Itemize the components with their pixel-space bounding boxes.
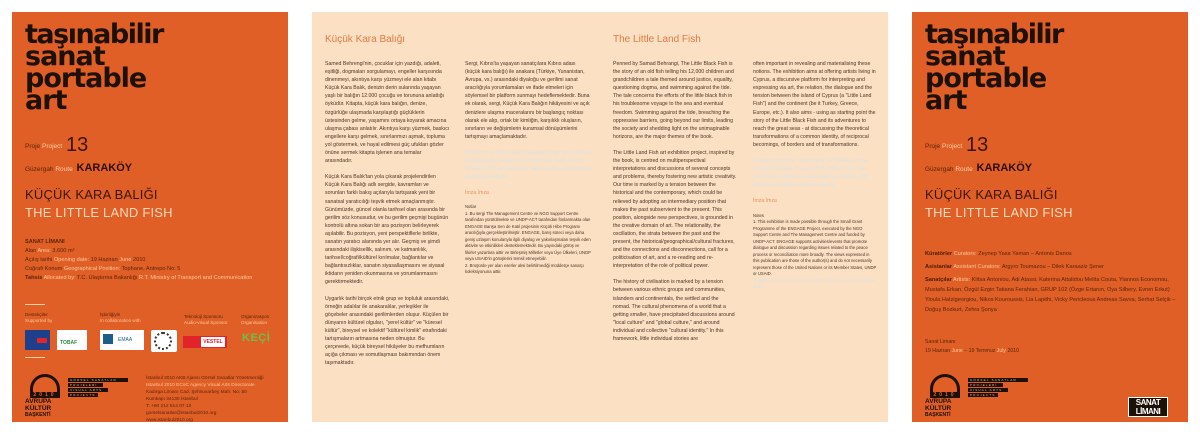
value-en: June: [119, 257, 132, 263]
value: 19 Haziran: [90, 257, 118, 263]
route-value: KARAKÖY: [76, 162, 133, 174]
cover-panel-left: [12, 12, 288, 422]
label-en: Audio-visual Sponsor: [184, 320, 228, 325]
emaa-logo: EMAA: [100, 330, 144, 350]
logo-line: taşınabilir: [25, 19, 163, 50]
arch-icon: [30, 374, 60, 392]
ecoc-word: BAŞKENTİ: [925, 412, 951, 418]
ecoc-logo: [25, 374, 69, 418]
label-en: Opening date:: [53, 257, 90, 263]
note-1: 1. Bu sergi The Management Centre ve NGO Support Centre tarafından yürütülmekte ve UNDP-ACT tarafından fonlanmakta olan ENGAGE Barışa Sen de Katıl projesinin Küçük Hibe Programı aracılığıyla gerçekleştirilmiştir. ENGAGE, barış süreci veya daha geniş uzlaşım konularıyla ilgili diyalog ve yakınlaşmaları teşvik eden aktivite ve etkinlikleri desteklemektedir. Bu yayındaki görüş ve fikirler yazarlara aittir ve Birleşmiş Milletler veya Üye Ülkeleri, UNDP veya USAID'in görüşlerini temsil etmeyebilir.: [465, 210, 591, 262]
logo-line: portable: [925, 63, 1047, 94]
text-column: [325, 60, 450, 375]
logo-word: SANAT: [1129, 398, 1167, 407]
visual-arts-projects-bars: [968, 378, 1028, 398]
bar-text: PROJECTS: [68, 393, 98, 397]
paragraph: Küçük Kara Balık'tan yola çıkarak projelendirilen Küçük Kara Balığı adlı sergide, kavramları ve sorunları farklı bakış açılarıyla tartışarak yeni bir sanatsal yaratıcılığı teşvik etmek amaçlanmıştır. Günümüzde, güncel olanla tarihsel olan arasında bir gerilim söz konusudur, ve bu gerilim geçmişi bugünün kontrolü altına sokan bir ara pozisyon belirleyerek aşılabilir. Bu pozisyon, yeni perspektiflerle birlikte, sanatın yaratıcı alanında yer alır. Geçmiş ve şimdi arasındaki ilişkisellik, salınım, ve katmanlılık, tarihsel/coğrafi/kültürel kırılmalar, bağlantılar ve bağlantısızlıklar, sanatın siyasallaşmasını ve siyasal iktidarın yeniden okunmasına ve yorumlanmasını gerektirmektedir.: [325, 174, 449, 286]
label-tr: Proje: [925, 143, 941, 150]
divider: [25, 357, 45, 358]
label-tr: Coğrafi Konum: [25, 266, 63, 272]
label-tr: Alan: [25, 248, 37, 254]
exhibition-dates: [925, 338, 1019, 356]
paragraph-faint: EMAA'nın ve Kıbrıs Güzel Sanatlar Odası'nın (EKATE) işbirliğiyle gerçekleştirilen Küçük Kara Balığı sergisi, İstanbul 2010 Avrupa Kültür Başkenti Ajansı tarafından desteklenmektedir.: [465, 149, 591, 181]
paragraph: Sergi, Kıbrıs'ta yaşayan sanatçılara Kıbrıs adası (küçük kara balığı) ile anakara (Türkiye, Yunanistan, Avrupa, vs.) arasındaki diyaloğu ve gerilimi sanat aracılığıyla yorumlamaları ve ifade etmeleri için söylemsel bir platform sunmayı hedeflemektedir. Buna ek olarak, sergi, Küçük Kara Balığın hikâyesini ve açık denizlere ulaşma maceralarını bir başlangıç noktası olarak ele alıp, ortak bir kimliğin, karşılıklı oluşların, sınırların ve değişimlerin kuramsal dönüşümlerini tartışmayı amaçlamaktadır.: [465, 61, 590, 140]
artists-row: [925, 275, 1185, 315]
separator: –: [964, 348, 968, 354]
label-en: Supported by: [25, 318, 53, 323]
area-row: [25, 247, 285, 256]
venue-name: Sanat Limanı: [925, 339, 956, 345]
label-en: Project: [942, 143, 963, 150]
paragraph: often important in revealing and materialising these notions. The exhibition aims at offering artists living in Cyprus, a discursive platform for interpreting and expressing via art, the relation, the dialogue and the tension between the island of Cyprus (a "Little Land Fish") and the continent (be it Turkey, Greece, Europe, etc.). It also aims - using as starting point the story of the Little Black Fish and its adventures to reach the great seas - at discussing the theoretical transformations of a common identity, of reciprocal becomings, of borders and of transformations.: [753, 61, 876, 148]
opening-row: [25, 256, 285, 265]
signature: İmza İmza: [465, 190, 489, 197]
logo-word: LİMANI: [1129, 407, 1167, 416]
english-text-panel: [600, 12, 888, 422]
bar-text: GÖRSEL SANATLAR: [68, 378, 128, 382]
start-month-en: June: [951, 348, 963, 354]
start-date: 19 Haziran: [925, 348, 951, 354]
label-tr: Teknoloji Sponsoru: [184, 314, 223, 319]
label-en: Geographical Position:: [63, 266, 121, 272]
label-tr: Güzergah: [25, 166, 54, 173]
curators-row: [925, 249, 1185, 259]
text-column: [613, 60, 737, 351]
label-en: Organisation: [241, 320, 268, 325]
bar-text: VISUAL ARTS: [68, 388, 108, 392]
label-tr: Küratörler: [925, 251, 953, 257]
ecoc-year: 2010: [30, 392, 60, 398]
label-en: Artists:: [953, 277, 971, 283]
tasinabilir-sanat-logo: [925, 19, 1125, 116]
title-turkish: KÜÇÜK KARA BALIĞI: [25, 187, 158, 202]
ecoc-logo: [925, 374, 969, 418]
paragraph: The history of civilisation is marked by a tension between various ethnic groups and communities, islanders and continentals, the settled and the nomad. The cultural phenomena of a world that a getting smaller, have precipitated discussions around "local culture" and "global culture," and around individual and collective "cultural identity." In this framework, little individual stories are: [613, 279, 735, 342]
label-tr: Organizasyon: [241, 314, 270, 319]
contact-info: [146, 375, 296, 424]
text-column: [753, 60, 877, 291]
paragraph: Samed Behrengi'nin, çocuklar için yazdığı, adaleti, eşitliği, dogmaları sorgulamayı, engeller karşısında dinenmeyi, akıntıya karşı yüzmeyi ele alan kitabı Küçük Kara Balık, denizin derin sularında yaşayan yaşlı bir balığın 12.000 çocuğu ve torununa anlattığı öyküdür. Kitapta, küçük kara balığın, denize, özgürlüğe ulaşmada karşılaştığı güçlüklerin üstesinden gelme, yaşamını ortaya koyarak amacına ulaşma çabası anlatılır. Akıntıya karşı yüzmek, baskıcı engellere karşı gelmek, sınırlanmızı aşmak, topluma yol göstermek, ve hayal edilmesi güç ufukları gözler önüne sermek kitapta işlenen ana temalar arasındadır.: [325, 61, 450, 165]
bar-text: PROJECTS: [968, 393, 998, 397]
value-en: R.T. Ministry of Transport and Communication: [138, 275, 253, 281]
chamber-seal-logo: [151, 330, 177, 352]
logo-line: sanat: [925, 41, 1005, 72]
label-tr: Tahsis: [25, 275, 43, 281]
ecoc-word: KÜLTÜR: [25, 405, 52, 412]
sponsor-group-supported: [25, 312, 52, 324]
route-value: KARAKÖY: [976, 162, 1033, 174]
sponsor-group-organisation: [241, 314, 269, 326]
venue-name: SANAT LİMANI: [25, 239, 65, 245]
ecoc-word: AVRUPA: [925, 398, 952, 405]
value: 2010: [132, 257, 146, 263]
label-tr: İşbirliğiyle: [100, 312, 121, 317]
notes-title: Notlar: [465, 204, 477, 210]
sponsor-group-av: [184, 314, 227, 326]
turkish-text-panel: [312, 12, 600, 422]
contact-line: T: +90 212 514 07 13: [146, 404, 192, 409]
contact-line: Kadırga Limanı Cad. Şehsuvarbey Mah. No: 50: [146, 390, 247, 395]
label-en: Route: [955, 166, 973, 173]
eu-logo: [25, 330, 50, 350]
label-en: Project: [42, 143, 63, 150]
label-tr: Asistanlar: [925, 264, 953, 270]
credits: [925, 249, 1185, 318]
logo-line: sanat: [25, 41, 105, 72]
paragraph-faint: Organised with the collaboration of EMAA and the Cyprus Chamber of Fine Arts (EKATE), The Little Land Fish Exhibition is supported by Istanbul 2010 European Capital of Culture Agency.: [753, 158, 869, 189]
section-heading: Küçük Kara Balığı: [325, 34, 406, 45]
bar-text: PROJELERİ: [68, 383, 103, 387]
ecoc-word: AVRUPA: [25, 398, 52, 405]
geo-row: [25, 265, 285, 274]
label-en: Allocated by:: [43, 275, 76, 281]
label-tr: Proje: [25, 143, 41, 150]
paragraph: The Little Land Fish art exhibition project, inspired by the book, is centred on multiperspectival interpretations and discussions of several concepts and problems, thereby fostering new artistic creativity. Our time is marked by a tension between the historical and the contemporary, which could be relieved by adopting an intermediary position that makes the past subservient to the present. This position, alongside new perspectives, is grounded in the creative domain of art. The relationality, the oscillation, the strata between the past and the present, the historical/geographical/cultural fractures, and the connections and disconnections, call for a politicisation of art, and a re-reading and re-interpretation of the role of political power.: [613, 149, 737, 270]
bar-text: GÖRSEL SANATLAR: [968, 378, 1028, 382]
contact-line: İstanbul 2010 AKB Ajansı Görsel Sanatlar Yönetmenliği: [146, 376, 264, 381]
label-en: Assistant Curators:: [953, 264, 1001, 270]
label-tr: Açılış tarihi: [25, 257, 53, 263]
contact-line: Istanbul 2010 ECoC Agency Visual Arts Directorate: [146, 383, 255, 388]
ecoc-word: BAŞKENTİ: [25, 412, 51, 418]
visual-arts-projects-bars: [68, 378, 128, 398]
paragraph: Penned by Samad Behrangi, The Little Black Fish is the story of an old fish telling his 12,000 children and grandchildren a tale themed around justice, equality, questioning dogma, and swimming against the tide. The tale concerns the efforts of the little black fish in his troublesome voyage to the sea and eventual freedom. Swimming against the tide, breaching the oppressive barriers, going beyond our limits, leading the society and shedding light on the unimaginable horizons, are the major themes of the book.: [613, 61, 734, 140]
contact-line: Kumkapı 34130 İstanbul: [146, 397, 198, 402]
number: 13: [966, 134, 989, 156]
vestel-logo: VESTEL: [183, 336, 227, 348]
bar-text: PROJELERİ: [968, 383, 1003, 387]
label-en: Curators:: [953, 251, 977, 257]
notes-title: Notes: [753, 212, 764, 218]
cover-panel-right: [912, 12, 1188, 422]
website-link[interactable]: www.istanbul2010.org: [146, 418, 193, 423]
signature: İmza İmza: [753, 198, 777, 205]
value: 3.600 m²: [52, 248, 75, 254]
sponsor-group-collaboration: [100, 312, 141, 324]
project-number: [925, 134, 988, 157]
logo-line: portable: [25, 63, 147, 94]
arch-icon: [930, 374, 960, 392]
number: 13: [66, 134, 89, 156]
end-date: 19 Temmuz: [968, 348, 996, 354]
tasinabilir-sanat-logo: [25, 19, 225, 116]
label-tr: Destekçiler: [25, 312, 48, 317]
value: T.C. Ulaştırma Bakanlığı: [77, 275, 138, 281]
label-tr: Güzergah: [925, 166, 954, 173]
value: Zeynep Yasa Yaman – Antonis Danos: [978, 251, 1072, 257]
note-2: 2. Works on view remain in the artists' collection unless otherwise noted.: [753, 277, 875, 289]
note-2: 2. Broşürde yer alan eserler aksi belirtilmediği müddetçe sanatçı koleksiyonuna aittir.: [465, 262, 584, 275]
section-heading: The Little Land Fish: [613, 34, 701, 45]
project-route: [25, 162, 132, 174]
date-range: [925, 347, 1019, 356]
title-english: THE LITTLE LAND FISH: [25, 205, 173, 220]
label-tr: Sanatçılar: [925, 277, 952, 283]
bar-text: VISUAL ARTS: [968, 388, 1008, 392]
label-en: Route: [55, 166, 73, 173]
notes: [753, 213, 877, 291]
value: Klitsa Antoniou, Adi Atassi, Katerina Attalidou Melita Couta, Yiannos Economou, Mustafa Erkan, Özgül Ezgin Tatiana Ferahian, GRUP 102 (Özge Ertanın, Oya Silbery, Evren Erkut) Yioula Hatzigeorgiou, Nikos Kouroussis, Lia Lapithi, Vicky Pericleous Andreas Savva, Serhat Selçik – Doğuş Bozkurt, Zehra Şonya: [925, 277, 1176, 313]
sanat-limani-logo: [1128, 397, 1168, 417]
tobaf-logo: TOBAF: [57, 330, 87, 350]
end-month-en: July: [996, 348, 1006, 354]
project-route: [925, 162, 1032, 174]
value: Argyro Toumazou – Dilek Karaaziz Şener: [1001, 264, 1105, 270]
keci-logo: KEÇİ: [242, 332, 271, 344]
paragraph: Uygarlık tarihi birçok etnik grup ve topluluk arasındaki, örneğin adalılar ile anakaralılar, yerleşikler ile göçebeler arasındaki gerilimlerden oluşur. Küçülen bir dünyanın kültürel olguları, "yerel kültür" ve "küresel kültür", bireysel ve kolektif "kültürel kimlik" etrafındaki tartışmaların artmasına neden olmuştur. Bu çerçevede, küçük bireysel hikâyeler bu mefhumların açığa çıkması ve somutlaşması bakımından önem taşımaktadır.: [325, 295, 450, 367]
divider: [25, 304, 45, 305]
year: 2010: [1007, 348, 1019, 354]
value: Tophane, Antrepo No: 5: [121, 266, 181, 272]
title-english: THE LITTLE LAND FISH: [925, 205, 1073, 220]
email-link[interactable]: gorselsanatlar@istanbul2010.org: [146, 411, 217, 416]
note-1: 1. This exhibition is made possible through the Small Grant Programme of the ENGAGE Project, executed by the NGO Support Centre and The Management Centre and funded by UNDP-ACT. ENGAGE supports activities/events that promote dialogue and discussion regarding issues related to the peace process or reconciliation more broadly. The views expressed in this publication are those of the author(s) and do not necessarily represent those of the United Nations or its Member States, UNDP or USAID.: [753, 219, 877, 276]
logo-line: art: [25, 85, 67, 116]
assistants-row: [925, 262, 1185, 272]
ecoc-year: 2010: [930, 392, 960, 398]
logo-line: art: [925, 85, 967, 116]
text-column: [465, 60, 591, 276]
project-number: [25, 134, 88, 157]
label-en: In collaboration with: [100, 318, 141, 323]
venue-info: [25, 238, 285, 283]
label-en: Area:: [37, 248, 51, 254]
alloc-row: [25, 274, 285, 283]
notes: [465, 204, 591, 276]
ecoc-word: KÜLTÜR: [925, 405, 952, 412]
logo-line: taşınabilir: [925, 19, 1063, 50]
title-turkish: KÜÇÜK KARA BALIĞI: [925, 187, 1058, 202]
